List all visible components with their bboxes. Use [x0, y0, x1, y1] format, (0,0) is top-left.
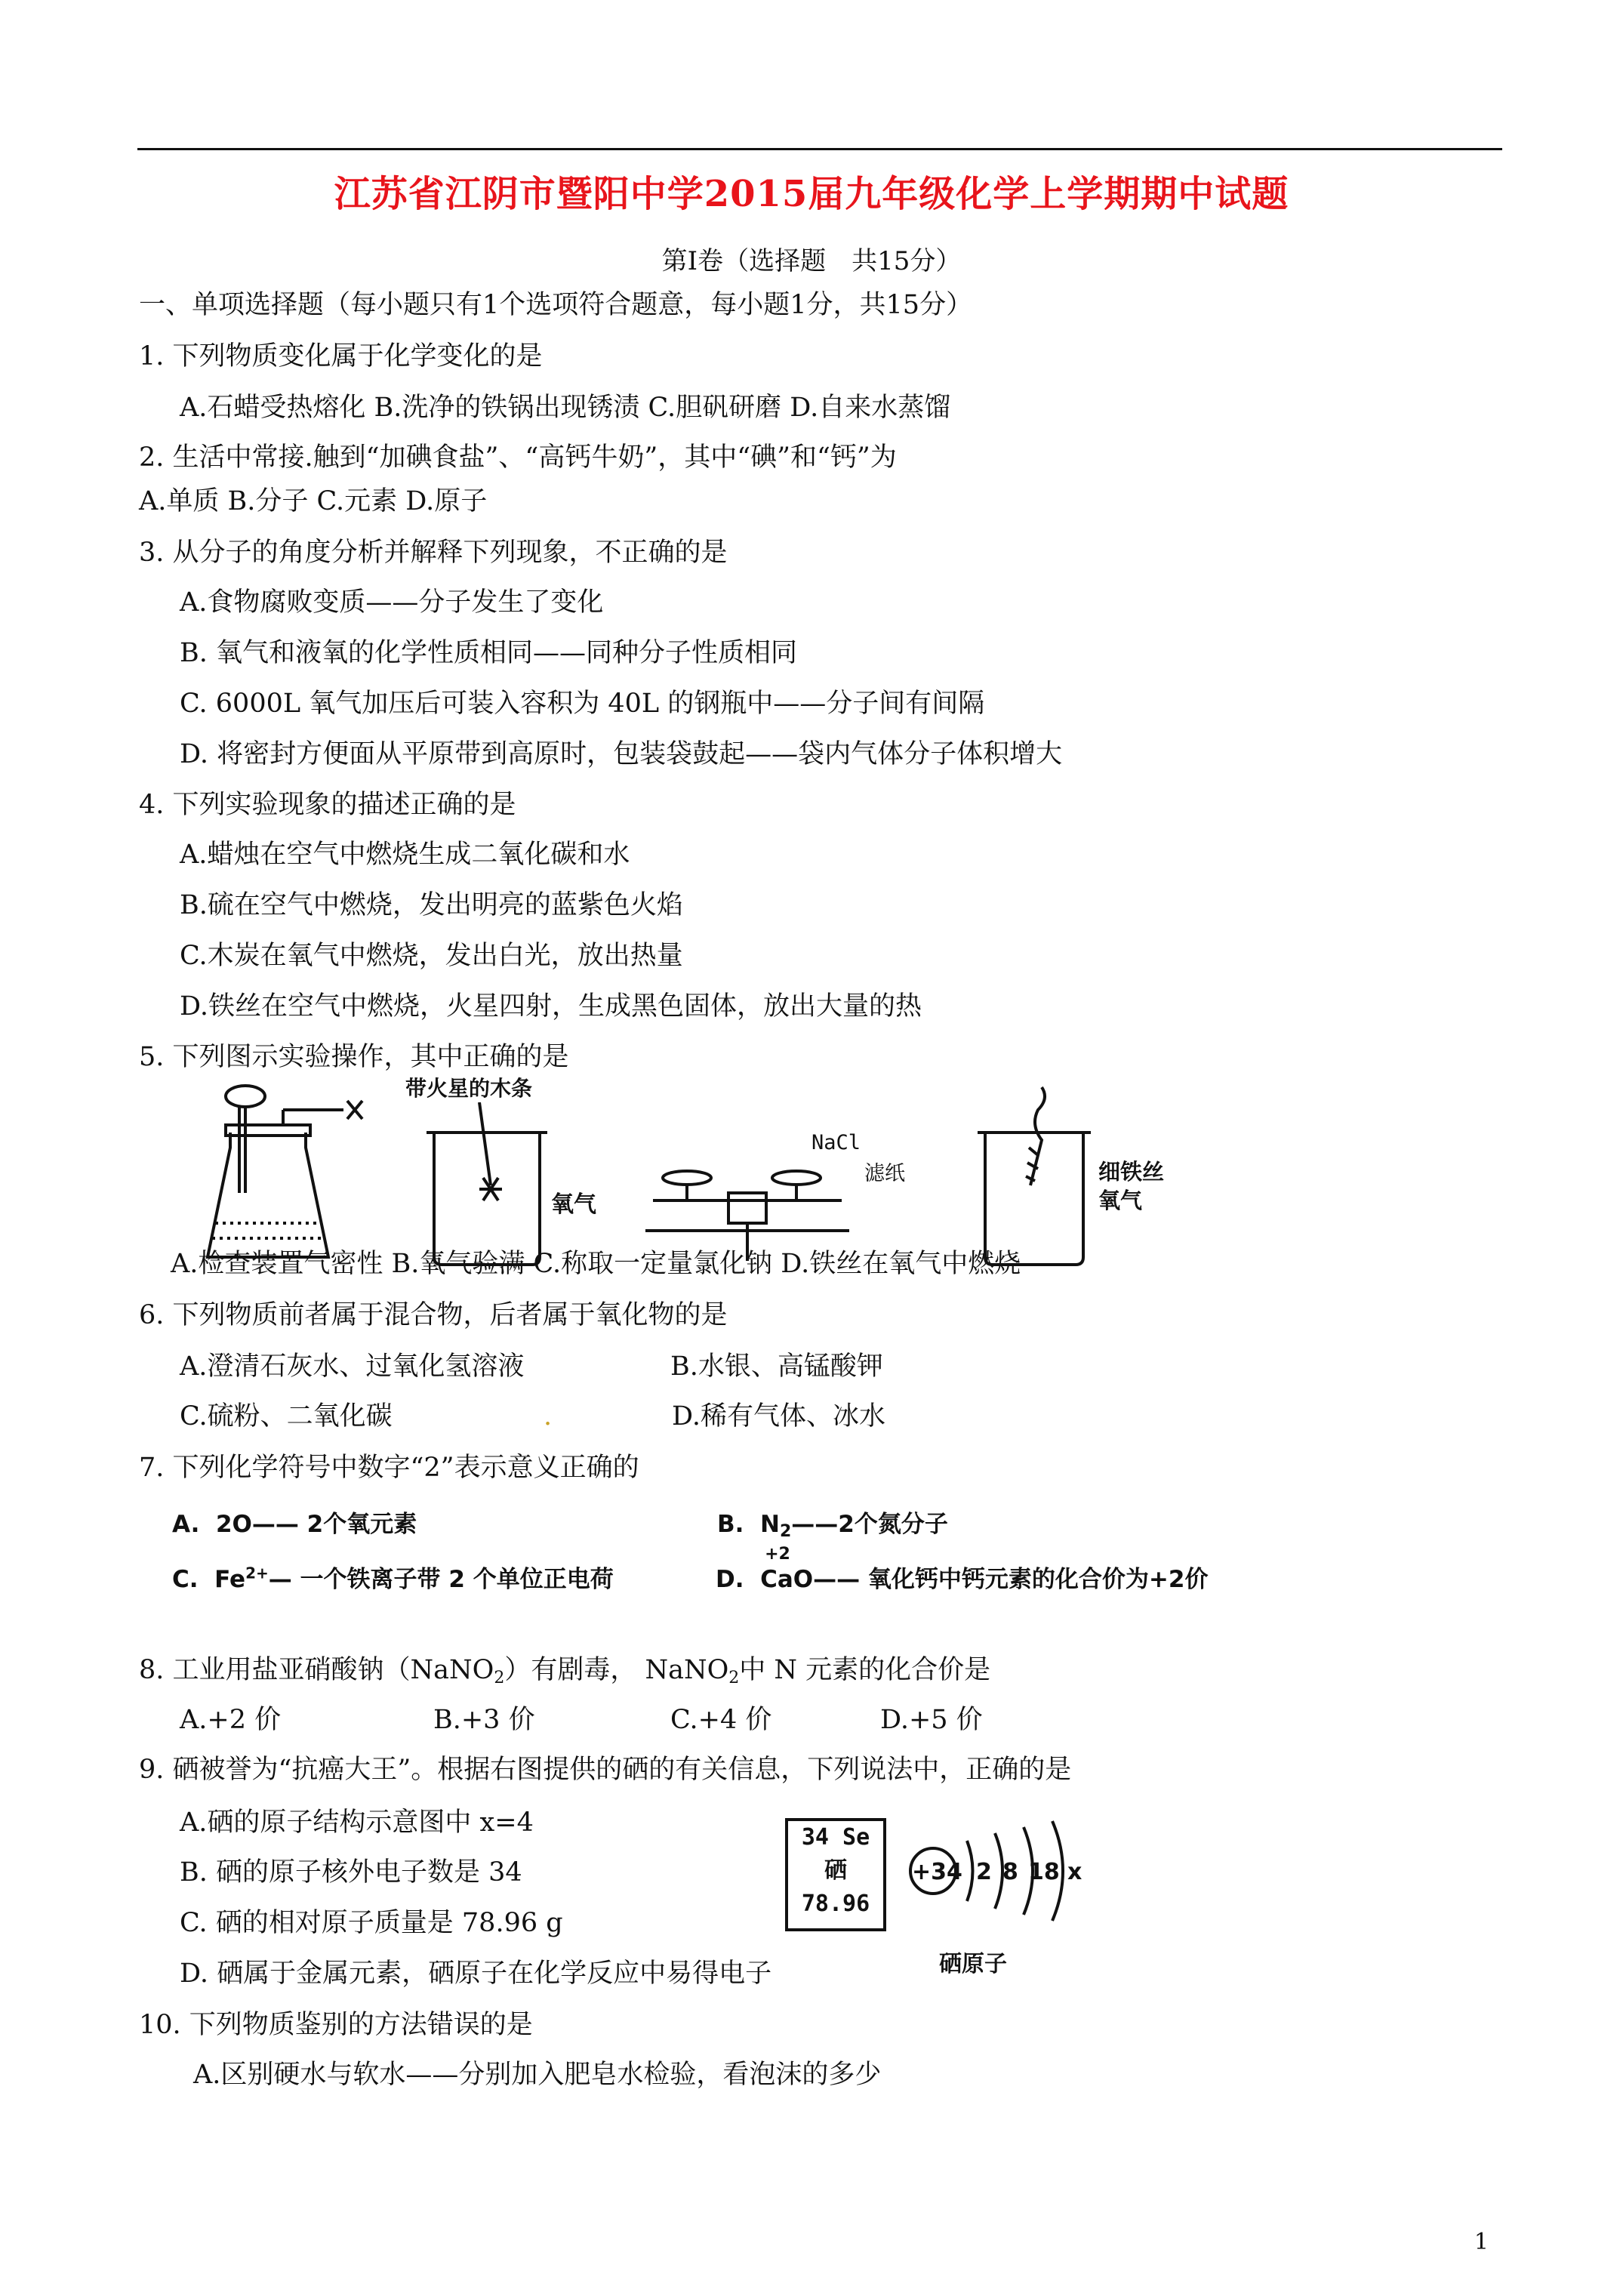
- q3-option-b: B. 氧气和液氧的化学性质相同——同种分子性质相同: [180, 638, 797, 668]
- q4-option-c: C.木炭在氧气中燃烧，发出白光，放出热量: [180, 941, 683, 971]
- q2-stem: 2. 生活中常接.触到“加碘食盐”、“高钙牛奶”，其中“碘”和“钙”为: [139, 442, 897, 473]
- q9-stem: 9. 硒被誉为“抗癌大王”。根据右图提供的硒的有关信息，下列说法中，正确的是: [139, 1755, 1072, 1785]
- se-atom-label: 硒原子: [939, 1951, 1007, 1977]
- q10-stem: 10. 下列物质鉴别的方法错误的是: [139, 2010, 533, 2040]
- q7-c-text: — 一个铁离子带 2 个单位正电荷: [268, 1566, 614, 1593]
- fig-b-label: 氧气: [551, 1191, 596, 1218]
- q7-d-text: —— 氧化钙中钙元素的化合价为+2价: [813, 1566, 1209, 1593]
- q7-a-label: A.: [172, 1511, 200, 1538]
- q7-b-formula-sub: 2: [779, 1522, 792, 1541]
- se-shell-1: 2: [976, 1859, 992, 1885]
- q3-option-a: A.食物腐败变质——分子发生了变化: [180, 587, 604, 618]
- q7-c-label: C.: [172, 1566, 199, 1593]
- q7-a-formula: 2O: [215, 1511, 252, 1538]
- q7-d-label: D.: [716, 1566, 744, 1593]
- q8-option-d: D.+5 价: [880, 1705, 983, 1735]
- fig-d-label-oxygen: 氧气: [1098, 1188, 1143, 1213]
- se-atomic-mass: 78.96: [801, 1891, 870, 1917]
- q6-stem: 6. 下列物质前者属于混合物，后者属于氧化物的是: [139, 1300, 728, 1330]
- se-shell-2: 8: [1002, 1859, 1018, 1885]
- q9-option-c: C. 硒的相对原子质量是 78.96 g: [180, 1908, 563, 1938]
- q8-stem-mid: ）有剧毒， NaNO: [504, 1655, 729, 1685]
- iron-burning-figure: [970, 1080, 1106, 1276]
- section-heading: 第Ⅰ卷（选择题 共15分）: [661, 246, 962, 276]
- q7-d-formula-sup: +2: [765, 1545, 790, 1564]
- q3-option-d: D. 将密封方便面从平原带到高原时，包装袋鼓起——袋内气体分子体积增大: [180, 739, 1063, 769]
- q6-option-b: B.水银、高锰酸钾: [670, 1351, 883, 1382]
- q8-option-b: B.+3 价: [433, 1705, 535, 1735]
- q7-option-b: [717, 1505, 948, 1541]
- q7-b-text: ——2个氮分子: [791, 1511, 948, 1538]
- q6-option-d: D.稀有气体、冰水: [672, 1401, 885, 1432]
- q7-d-formula: CaO: [760, 1566, 814, 1593]
- q10-option-a: A.区别硬水与软水——分别加入肥皂水检验，看泡沫的多少: [193, 2060, 882, 2090]
- q4-option-b: B.硫在空气中燃烧，发出明亮的蓝紫色火焰: [180, 890, 683, 920]
- q7-a-text: —— 2个氧元素: [251, 1511, 417, 1538]
- q1-options: A.石蜡受热熔化 B.洗净的铁锅出现锈渍 C.胆矾研磨 D.自来水蒸馏: [180, 393, 951, 423]
- q8-stem: [139, 1653, 990, 1695]
- q3-option-c: C. 6000L 氧气加压后可装入容积为 40L 的钢瓶中——分子间有间隔: [180, 689, 985, 719]
- q9-option-a: A.硒的原子结构示意图中 x=4: [180, 1808, 534, 1838]
- q6-option-c: C.硫粉、二氧化碳: [180, 1401, 393, 1432]
- q5-stem: 5. 下列图示实验操作，其中正确的是: [139, 1042, 569, 1072]
- q7-c-formula: Fe: [214, 1566, 246, 1593]
- exam-title: 江苏省江阴市暨阳中学2015届九年级化学上学期期中试题: [334, 173, 1289, 215]
- se-nucleus: +34: [912, 1859, 962, 1885]
- q8-stem-pre: 8. 工业用盐亚硝酸钠（NaNO: [139, 1655, 494, 1685]
- page-number: 1: [1474, 2229, 1489, 2255]
- part-heading: 一、单项选择题（每小题只有1个选项符合题意，每小题1分，共15分）: [139, 290, 973, 320]
- q2-options: A.单质 B.分子 C.元素 D.原子: [139, 486, 488, 516]
- q7-option-d: [716, 1545, 1209, 1594]
- q8-option-a: A.+2 价: [180, 1705, 282, 1735]
- airtightness-check-figure: [192, 1080, 374, 1268]
- q7-c-formula-sup: 2+: [245, 1564, 269, 1583]
- fig-c-label-filter: 滤纸: [864, 1162, 905, 1185]
- q1-stem: 1. 下列物质变化属于化学变化的是: [139, 341, 543, 371]
- q8-stem-sub2: 2: [728, 1669, 740, 1687]
- q8-stem-sub: 2: [494, 1669, 505, 1687]
- q9-option-b: B. 硒的原子核外电子数是 34: [180, 1857, 522, 1888]
- fig-d-label-wire: 细铁丝: [1098, 1159, 1165, 1185]
- q7-b-label: B.: [717, 1511, 744, 1538]
- q7-option-a: [172, 1505, 417, 1539]
- header-rule: [137, 148, 1502, 150]
- fig-c-label-nacl: NaCl: [812, 1131, 861, 1154]
- q8-stem-post: 中 N 元素的化合价是: [739, 1655, 991, 1685]
- q6-dot: .: [544, 1401, 553, 1432]
- q7-option-c: [172, 1560, 614, 1594]
- se-shell-4: x: [1067, 1859, 1083, 1885]
- q7-b-formula: N: [760, 1511, 780, 1538]
- q8-option-c: C.+4 价: [670, 1705, 772, 1735]
- q4-stem: 4. 下列实验现象的描述正确的是: [139, 790, 516, 820]
- selenium-element-card: [785, 1818, 886, 1931]
- se-shell-3: 18: [1028, 1859, 1060, 1885]
- q9-option-d: D. 硒属于金属元素，硒原子在化学反应中易得电子: [180, 1959, 772, 1989]
- q4-option-a: A.蜡烛在空气中燃烧生成二氧化碳和水: [180, 840, 630, 870]
- q7-stem: 7. 下列化学符号中数字“2”表示意义正确的: [139, 1453, 639, 1483]
- q4-option-d: D.铁丝在空气中燃烧，火星四射，生成黑色固体，放出大量的热: [180, 991, 922, 1022]
- q3-stem: 3. 从分子的角度分析并解释下列现象，不正确的是: [139, 538, 728, 568]
- se-atomic-number-symbol: 34 Se: [801, 1824, 870, 1851]
- q6-option-a: A.澄清石灰水、过氧化氢溶液: [180, 1351, 525, 1382]
- se-name: 硒: [824, 1857, 847, 1884]
- fig-b-label-top: 带火星的木条: [405, 1076, 533, 1101]
- q5-options: A.检查装置气密性 B.氧气验满 C.称取一定量氯化钠 D.铁丝在氧气中燃烧: [171, 1249, 1021, 1279]
